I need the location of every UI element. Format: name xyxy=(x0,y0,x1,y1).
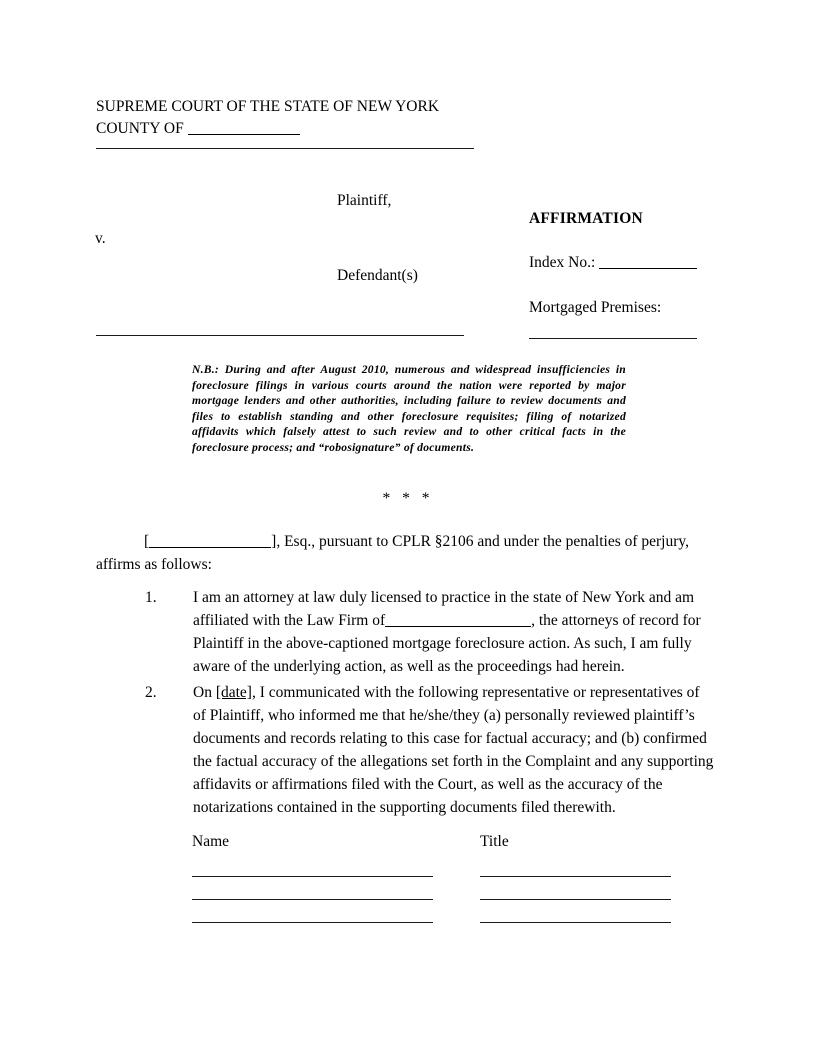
paragraph-2-number: 2. xyxy=(145,684,157,701)
name-column-label: Name xyxy=(192,833,230,850)
numbered-paragraph-2-container xyxy=(96,681,716,819)
caption-defendant-label: Defendant(s) xyxy=(337,267,418,284)
affirms-as-follows-text: affirms as follows: xyxy=(96,556,212,573)
date-placeholder[interactable]: [date] xyxy=(215,684,252,701)
affiant-cplr-text: ], Esq., pursuant to CPLR §2106 and under the penalties of perjury, xyxy=(271,533,690,550)
mortgaged-premises-row xyxy=(529,299,719,317)
name-fill-in-line[interactable] xyxy=(192,876,433,877)
signature-row xyxy=(192,862,692,885)
paragraph-1-text-part1: I am an attorney at law duly licensed to practice in the state of New York and am affiliated with the Law Firm of xyxy=(193,589,695,629)
affirmation-title: AFFIRMATION xyxy=(529,210,643,227)
caption-versus-label: v. xyxy=(95,230,106,247)
county-fill-in-blank[interactable] xyxy=(188,120,300,135)
affiant-name-fill-in-blank[interactable] xyxy=(149,534,271,548)
opening-paragraph xyxy=(96,530,712,576)
paragraph-1-text-part2: , the attorneys of record for Plaintiff in the above-captioned mortgage foreclosure action. As such, I am fully aware of the underlying action, as well as the proceedings had herein. xyxy=(193,612,701,675)
numbered-paragraph-2 xyxy=(96,681,716,819)
county-label: COUNTY OF xyxy=(96,120,184,137)
index-number-fill-in-blank[interactable] xyxy=(599,255,697,269)
county-line xyxy=(96,118,439,140)
affiant-bracket-open: [ xyxy=(144,533,150,550)
caption-plaintiff-label: Plaintiff, xyxy=(337,192,392,209)
paragraph-2-text-part1: On xyxy=(193,684,216,701)
title-column-label: Title xyxy=(480,833,509,850)
paragraph-2-text-part2: , I communicated with the following representative or representatives of of Plaintiff, who informed me that he/she/they (a) personally reviewed plaintiff’s documents and records relating to this case for factual accuracy; and (b) confirmed the factual accuracy of the allegations set forth in the Complaint and any supporting affidavits or affirmations filed with the Court, as well as the accuracy of the notarizations contained in the supporting documents filed therewith. xyxy=(193,684,714,816)
name-fill-in-line[interactable] xyxy=(192,922,433,923)
signature-line-rows xyxy=(192,862,692,931)
index-number-label: Index No.: xyxy=(529,254,596,271)
court-heading xyxy=(96,96,439,140)
numbered-paragraph-1 xyxy=(96,586,716,678)
signature-row xyxy=(192,885,692,908)
title-fill-in-line[interactable] xyxy=(480,899,671,900)
nota-bene-note: N.B.: During and after August 2010, numerous and widespread insufficiencies in foreclosure filings in various courts around the nation were reported by major mortgage lenders and other authorities, including failure to review documents and files to establish standing and other foreclosure requisites; filing of notarized affidavits which falsely attest to such review and to other critical facts in the foreclosure process; and “robosignature” of documents. xyxy=(192,363,626,454)
signature-row xyxy=(192,908,692,931)
caption-top-rule xyxy=(96,148,474,149)
mortgaged-premises-fill-in-blank[interactable] xyxy=(529,338,697,339)
title-fill-in-line[interactable] xyxy=(480,922,671,923)
name-fill-in-line[interactable] xyxy=(192,899,433,900)
index-number-row xyxy=(529,254,719,272)
mortgaged-premises-label: Mortgaged Premises: xyxy=(529,299,662,316)
court-name-line: SUPREME COURT OF THE STATE OF NEW YORK xyxy=(96,98,440,115)
law-firm-fill-in-blank[interactable] xyxy=(385,613,531,627)
caption-right-column xyxy=(529,210,719,339)
title-fill-in-line[interactable] xyxy=(480,876,671,877)
asterisk-divider: * * * xyxy=(382,490,434,507)
caption-bottom-rule xyxy=(96,335,464,336)
signature-block xyxy=(192,833,692,931)
signature-block-headers xyxy=(192,833,692,857)
paragraph-1-number: 1. xyxy=(145,589,157,606)
numbered-paragraph-1-container xyxy=(96,586,716,678)
